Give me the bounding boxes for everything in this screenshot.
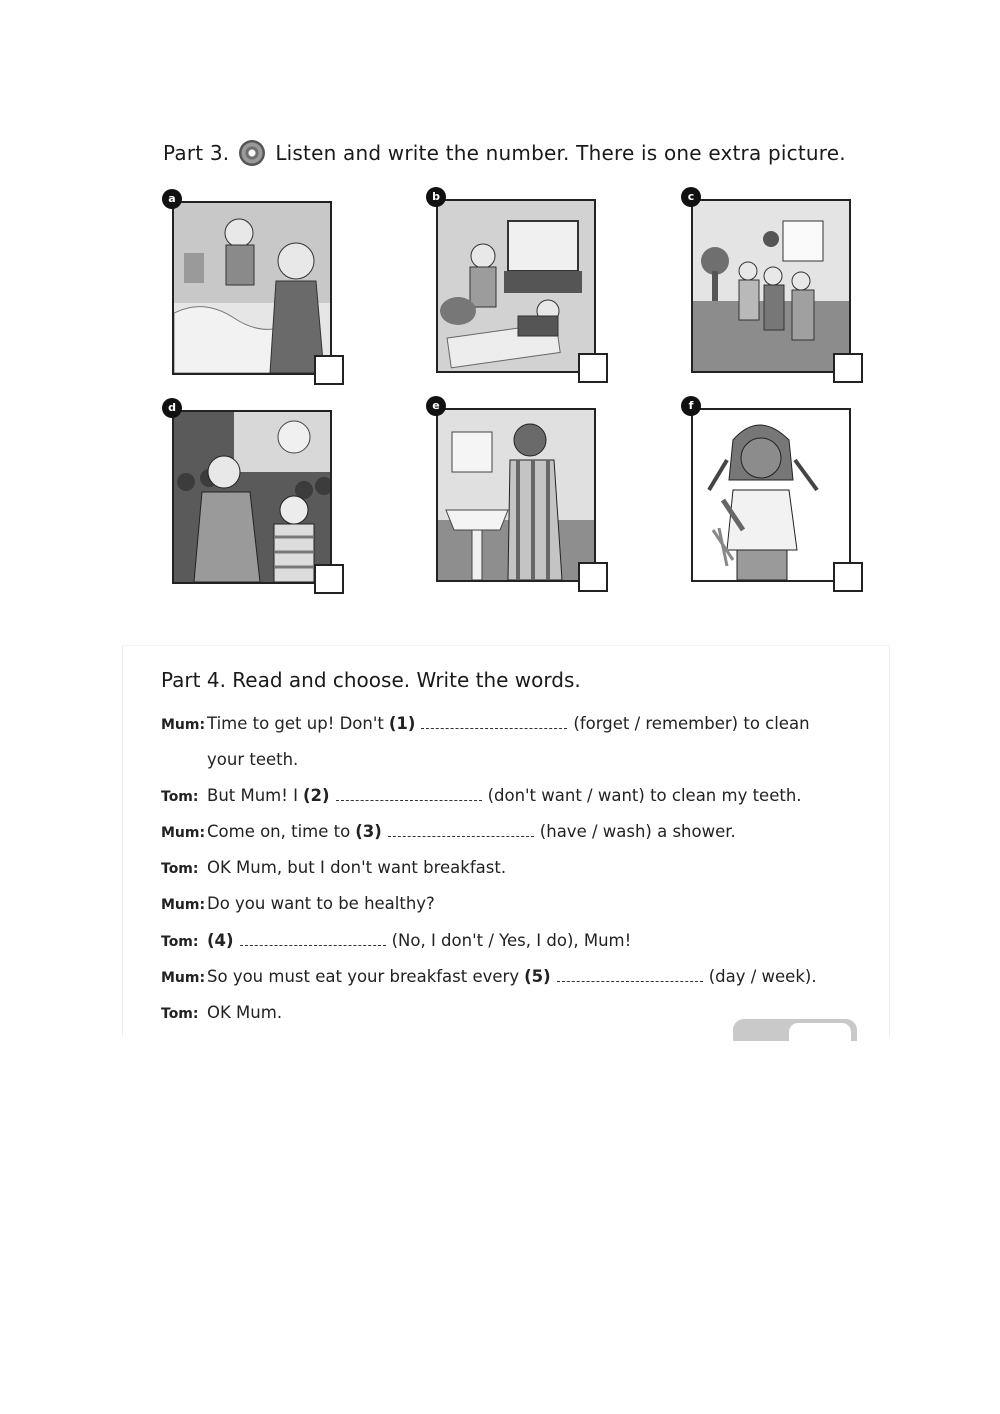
picture-c-letter: c <box>681 187 701 207</box>
answer-blank-4[interactable] <box>240 933 386 946</box>
part3-instruction: Listen and write the number. There is one extra picture. <box>275 141 846 165</box>
picture-b-answer-box[interactable] <box>578 353 608 383</box>
cd-audio-icon[interactable] <box>239 140 265 166</box>
gap-number: (2) <box>302 786 330 805</box>
dialogue-line-1-continuation: your teeth. <box>207 750 299 769</box>
children-ball-image <box>693 201 849 371</box>
score-badge-field <box>789 1023 851 1041</box>
speaker-label: Tom: <box>161 861 199 877</box>
father-child-bed-image <box>174 203 330 373</box>
children-tv-image <box>438 201 594 371</box>
gap-number: (3) <box>355 822 382 841</box>
speaker-label: Tom: <box>161 1006 199 1022</box>
speaker-label: Mum: <box>161 970 206 986</box>
picture-b-letter: b <box>426 187 446 207</box>
picture-f-letter: f <box>681 396 701 416</box>
part4-heading: Part 4. Read and choose. Write the words. <box>161 668 581 692</box>
dialogue-line-2 <box>161 786 802 805</box>
line-text-after: (forget / remember) to clean <box>573 714 810 733</box>
line-text-before: Time to get up! Don't <box>207 714 384 733</box>
dialogue-line-6 <box>161 931 631 950</box>
picture-e-illustration <box>436 408 596 582</box>
answer-blank-2[interactable] <box>336 788 482 801</box>
part3-label: Part 3. <box>163 141 230 165</box>
picture-e-answer-box[interactable] <box>578 562 608 592</box>
picture-b-illustration <box>436 199 596 373</box>
answer-blank-1[interactable] <box>421 716 567 729</box>
picture-e-letter: e <box>426 396 446 416</box>
picture-d-answer-box[interactable] <box>314 564 344 594</box>
picture-f-answer-box[interactable] <box>833 562 863 592</box>
brushing-teeth-image <box>438 410 594 580</box>
speaker-label: Tom: <box>161 934 199 950</box>
line-text: OK Mum. <box>207 1003 283 1022</box>
gap-number: (5) <box>524 967 551 986</box>
picture-a-letter: a <box>162 189 182 209</box>
dialogue-line-5 <box>161 894 435 913</box>
line-text-before: But Mum! I <box>207 786 298 805</box>
girl-carrots-image <box>693 410 849 580</box>
speaker-label: Mum: <box>161 717 206 733</box>
dialogue-line-7 <box>161 967 817 986</box>
picture-d-illustration <box>172 410 332 584</box>
line-text: OK Mum, but I don't want breakfast. <box>207 858 507 877</box>
gap-number: (1) <box>388 714 416 733</box>
score-badge <box>733 1019 857 1041</box>
gap-number: (4) <box>207 931 234 950</box>
picture-f-illustration <box>691 408 851 582</box>
line-text-before: So you must eat your breakfast every <box>207 967 520 986</box>
speaker-label: Mum: <box>161 825 206 841</box>
picture-a-answer-box[interactable] <box>314 355 344 385</box>
dialogue-line-4 <box>161 858 506 877</box>
part4-section <box>122 645 890 1036</box>
cinema-image <box>174 412 330 582</box>
answer-blank-5[interactable] <box>557 969 703 982</box>
picture-a-illustration <box>172 201 332 375</box>
speaker-label: Mum: <box>161 897 206 913</box>
picture-d-letter: d <box>162 398 182 418</box>
line-text-before: Come on, time to <box>207 822 351 841</box>
line-text-after: (day / week). <box>708 967 817 986</box>
dialogue-line-3 <box>161 822 736 841</box>
line-text: Do you want to be healthy? <box>207 894 435 913</box>
picture-c-answer-box[interactable] <box>833 353 863 383</box>
picture-c-illustration <box>691 199 851 373</box>
answer-blank-3[interactable] <box>388 824 534 837</box>
speaker-label: Tom: <box>161 789 199 805</box>
line-text-after: (have / wash) a shower. <box>539 822 736 841</box>
dialogue-line-1 <box>161 714 810 733</box>
line-text-after: (don't want / want) to clean my teeth. <box>487 786 802 805</box>
dialogue-line-8 <box>161 1003 282 1022</box>
part3-heading <box>163 140 846 166</box>
line-text-after: (No, I don't / Yes, I do), Mum! <box>391 931 632 950</box>
